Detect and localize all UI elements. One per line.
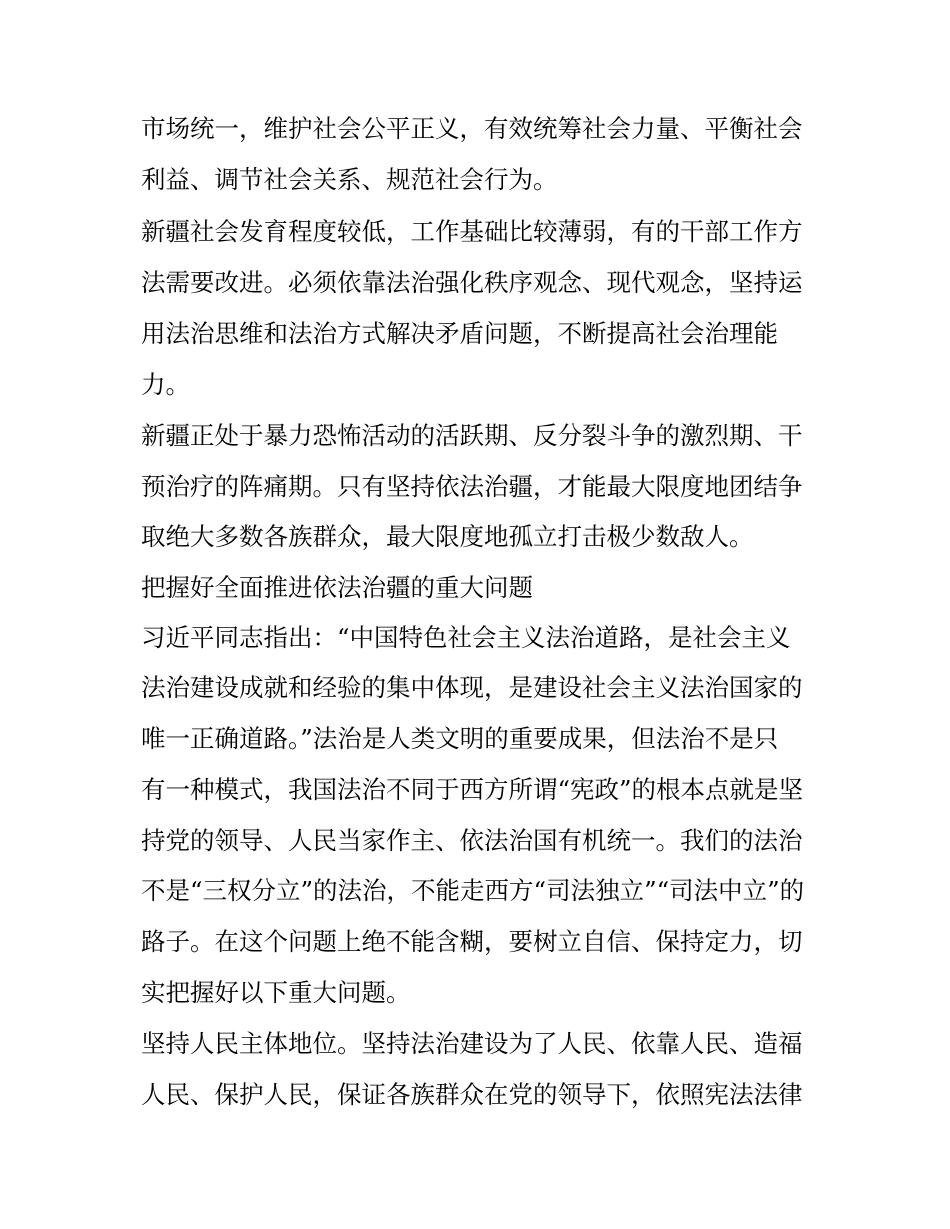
text-line: 不是“三权分立”的法治，不能走西方“司法独立”“司法中立”的 [141, 876, 805, 905]
text-line: 路子。在这个问题上绝不能含糊，要树立自信、保持定力，切 [141, 927, 803, 956]
text-line: 市场统一，维护社会公平正义，有效统筹社会力量、平衡社会 [141, 114, 803, 143]
text-line: 用法治思维和法治方式解决矛盾问题，不断提高社会治理能 [141, 319, 778, 348]
text-line: 新疆正处于暴力恐怖活动的活跃期、反分裂斗争的激烈期、干 [141, 421, 803, 450]
text-line: 利益、调节社会关系、规范社会行为。 [141, 165, 558, 194]
text-line: 取绝大多数各族群众，最大限度地孤立打击极少数敌人。 [141, 522, 754, 551]
text-line: 持党的领导、人民当家作主、依法治国有机统一。我们的法治 [141, 826, 803, 855]
text-line: 预治疗的阵痛期。只有坚持依法治疆，才能最大限度地团结争 [141, 472, 803, 501]
text-line: 有一种模式，我国法治不同于西方所谓“宪政”的根本点就是坚 [141, 775, 804, 804]
text-line: 实把握好以下重大问题。 [141, 978, 411, 1007]
text-line: 人民、保护人民，保证各族群众在党的领导下，依照宪法法律 [141, 1080, 803, 1109]
text-line: 坚持人民主体地位。坚持法治建设为了人民、依靠人民、造福 [141, 1029, 803, 1058]
text-line: 唯一正确道路。”法治是人类文明的重要成果，但法治不是只 [141, 724, 779, 753]
text-line: 法需要改进。必须依靠法治强化秩序观念、现代观念，坚持运 [141, 268, 803, 297]
text-line: 新疆社会发育程度较低，工作基础比较薄弱，有的干部工作方 [141, 217, 803, 246]
text-line: 力。 [141, 370, 190, 399]
text-line: 法治建设成就和经验的集中体现，是建设社会主义法治国家的 [141, 673, 803, 702]
section-heading: 把握好全面推进依法治疆的重大问题 [141, 573, 533, 602]
text-line: 习近平同志指出：“中国特色社会主义法治道路，是社会主义 [141, 623, 791, 652]
